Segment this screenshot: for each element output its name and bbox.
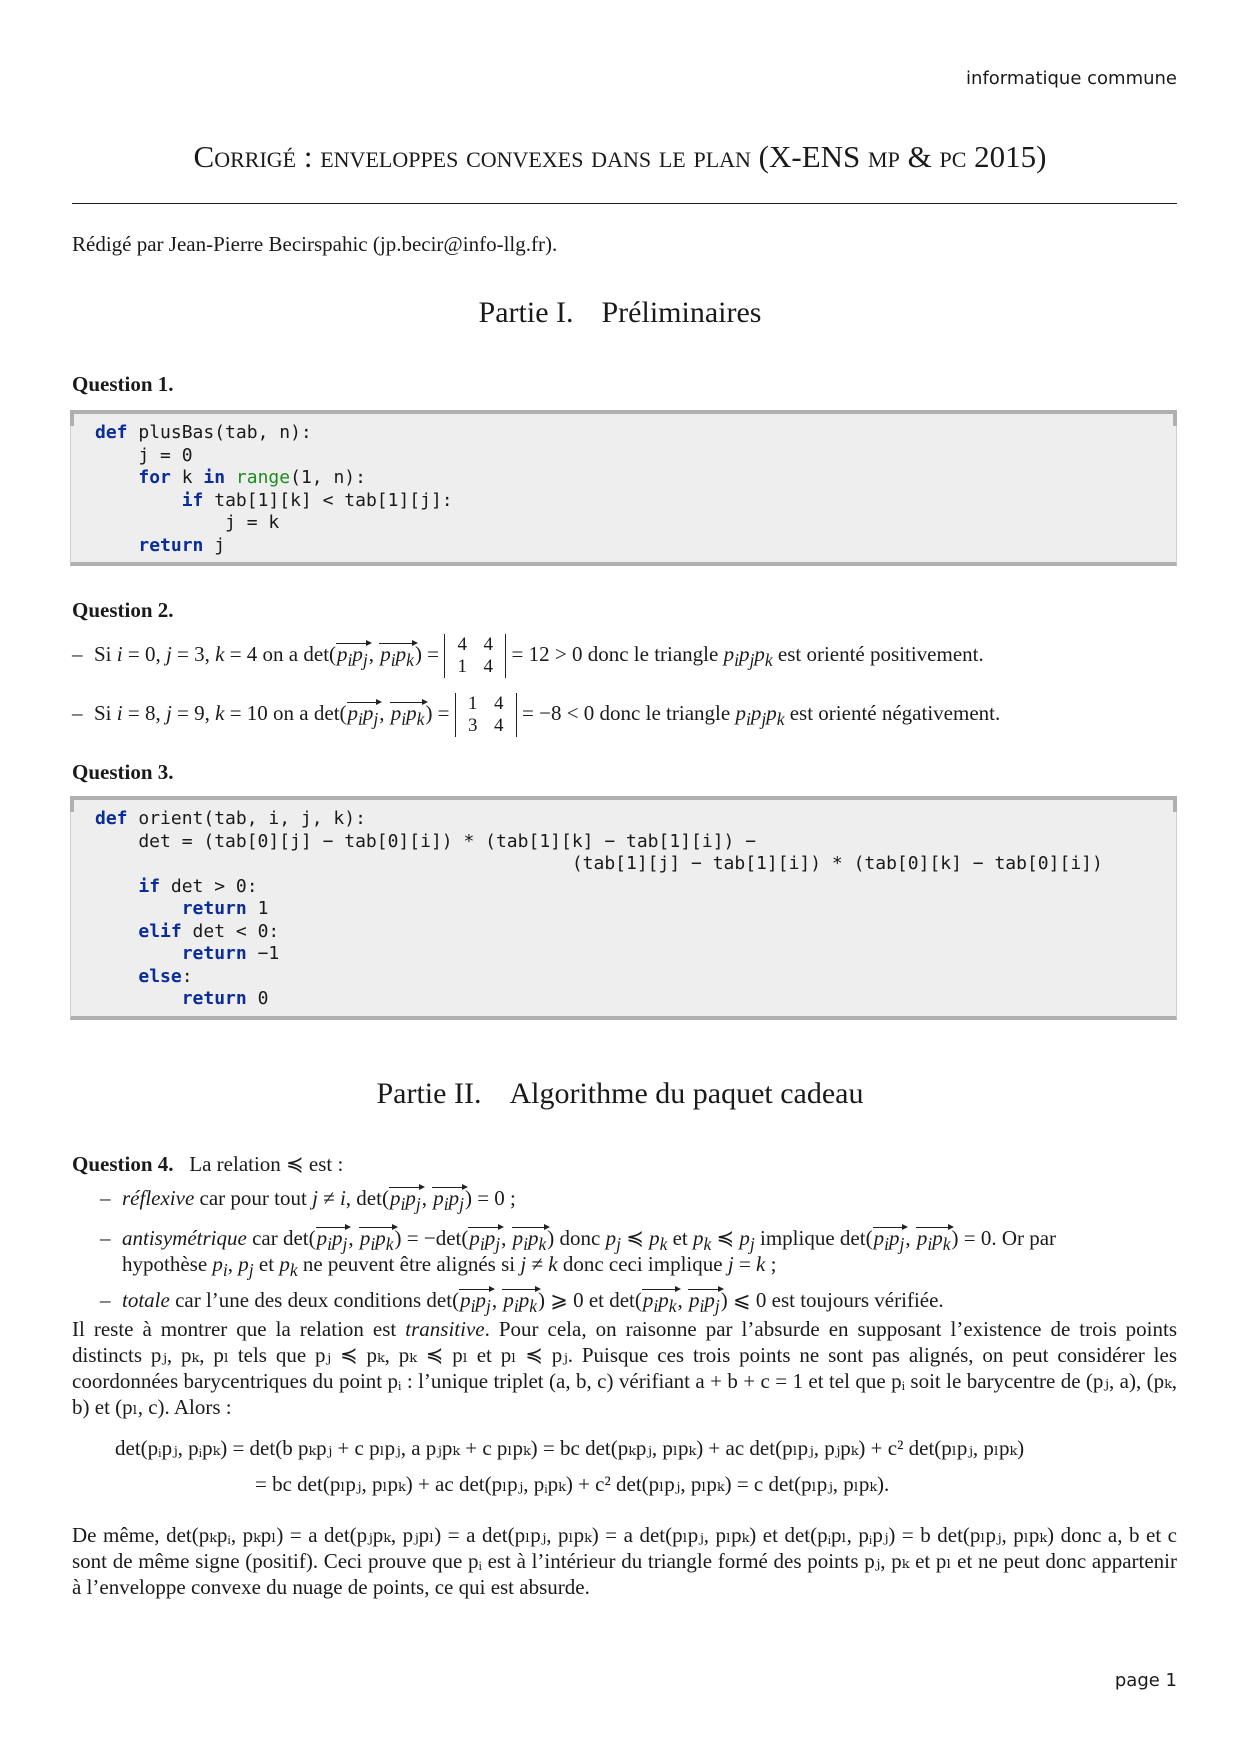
- part-name: Préliminaires: [601, 296, 762, 329]
- question-2-label: Question 2.: [72, 598, 174, 622]
- q2-case-2: – Si i = 8, j = 9, k = 10 on a $\det(p_ip_j$, $p_ip_k) = 1$ 4 3 4 = −8 < 0 donc le triangle $p_ip_jp_k$ est orienté négativement.: [72, 693, 1001, 736]
- title-rule: [72, 203, 1177, 204]
- title-amp: &: [899, 139, 940, 174]
- code-block-1: [70, 410, 1177, 566]
- q4-reflexive: – réflexive car pour tout j ≠ i, $\det(p_ip_j$, $p_ip_j) = 0$ ;: [100, 1186, 516, 1215]
- question-4-label: Question 4.: [72, 1152, 174, 1176]
- author-line: Rédigé par Jean-Pierre Becirspahic (jp.becir@info-llg.fr).: [72, 232, 558, 256]
- code-text: plusBas(tab, n):: [138, 422, 312, 443]
- code-line: j = k: [95, 512, 280, 533]
- conclusion-paragraph: De même, det(pₖpᵢ, pₖpₗ) = a det(pⱼpₖ, pⱼpₗ) = a det(pₗpⱼ, pₗpₖ) = a det(pₗpⱼ, pₗpₖ) et det(pᵢpₗ, pᵢpⱼ) = b det(pₗpⱼ, pₗpₖ) donc a, b et c sont de même signe (positif). Ceci prouve que pᵢ est à l’intérieur du triangle formé des points pⱼ, pₖ et pₗ et ne peut donc appartenir à l’enveloppe convexe du nuage de points, ce qui est absurde.: [72, 1523, 1177, 1599]
- determinant-1: 4 4 1 4: [444, 634, 506, 678]
- code-line: j = 0: [95, 444, 193, 466]
- title-mp: mp: [868, 139, 900, 174]
- part-name: Algorithme du paquet cadeau: [509, 1077, 864, 1110]
- question-4-heading: [72, 1152, 343, 1177]
- title-year: 2015): [966, 139, 1047, 174]
- q4-antisymmetric: – antisymétrique car $\det(p_ip_j$, $p_ip_k) = -\det(p_ip_j$, $p_ip_k$) donc $p_j$ ≼ $p_k$ et $p_k$ ≼ $p_j$ implique $\det(p_ip_j$, $p_ip_k) = 0$. Or par: [100, 1226, 1057, 1255]
- part-number: Partie II.: [376, 1077, 482, 1110]
- equation-line-2: = bc det(pₗpⱼ, pₗpₖ) + ac det(pₗpⱼ, pᵢpₖ) + c² det(pₗpⱼ, pₗpₖ) = c det(pₗpⱼ, pₗpₖ).: [255, 1472, 890, 1496]
- title-main: Corrigé : enveloppes convexes dans le plan: [193, 139, 751, 174]
- code-line: return j: [138, 534, 226, 556]
- part-number: Partie I.: [478, 296, 574, 329]
- transitivity-paragraph: Il reste à montrer que la relation est transitive. Pour cela, on raisonne par l’absurde en supposant l’existence de trois points distincts pⱼ, pₖ, pₗ tels que pⱼ ≼ pₖ, pₖ ≼ pₗ et pₗ ≼ pⱼ. Puisque ces trois points ne sont pas alignés, on peut considérer les coordonnées barycentriques du point pᵢ : l’unique triplet (a, b, c) vérifiant a + b + c = 1 et tel que pᵢ soit le barycentre de (pⱼ, a), (pₖ, b) et (pₗ, c). Alors :: [72, 1317, 1177, 1419]
- code-block-3: [70, 796, 1177, 1020]
- title-open: (X-ENS: [750, 139, 869, 174]
- page-title: [72, 139, 1168, 175]
- code-line: for k in range(1, n):: [138, 467, 366, 488]
- question-3-label: Question 3.: [72, 760, 174, 784]
- question-4-intro: La relation ≼ est :: [189, 1152, 344, 1176]
- q4-antisymmetric-line2: hypothèse $p_i$, $p_j$ et $p_k$ ne peuvent être alignés si j ≠ k donc ceci implique j = k ;: [122, 1252, 777, 1281]
- part-heading-1: [72, 296, 1168, 330]
- question-1-label: Question 1.: [72, 372, 174, 396]
- q4-total: – totale car l’une des deux conditions $\det(p_ip_j$, $p_ip_k$) ⩾ 0 et $\det(p_ip_k$, $p_ip_j$) ⩽ 0 est toujours vérifiée.: [100, 1288, 944, 1317]
- code-1: [71, 414, 1176, 557]
- page-number: page 1: [1114, 1670, 1177, 1691]
- code-line: if tab[1][k] < tab[1][j]:: [181, 489, 453, 511]
- code-line: def plusBas(tab, n):: [95, 422, 312, 443]
- equation-line-1: det(pᵢpⱼ, pᵢpₖ) = det(b pₖpⱼ + c pₗpⱼ, a pⱼpₖ + c pₗpₖ) = bc det(pₖpⱼ, pₗpₖ) + ac det(pₗpⱼ, pⱼpₖ) + c² det(pₗpⱼ, pₗpₖ): [115, 1436, 1025, 1460]
- code-3: def orient(tab, i, j, k): det = (tab[0][j] − tab[0][i]) * (tab[1][k] − tab[1][i]) − (tab[1][j] − tab[1][i]) * (tab[0][k] − tab[0][i]) if det > 0: return 1 elif det < 0: return −1 else: return 0: [95, 808, 1103, 1009]
- determinant-2: 1 4 3 4: [455, 693, 517, 737]
- title-pc: pc: [939, 139, 967, 174]
- part-heading-2: [72, 1077, 1168, 1111]
- header-subject: informatique commune: [966, 68, 1177, 89]
- q2-case-1: – Si i = 0, j = 3, k = 4 on a $\det(p_ip_j$, $p_ip_k) = 4$ 4 1 4 = 12 > 0 donc le triangle $p_ip_jp_k$ est orienté positivement.: [72, 634, 984, 677]
